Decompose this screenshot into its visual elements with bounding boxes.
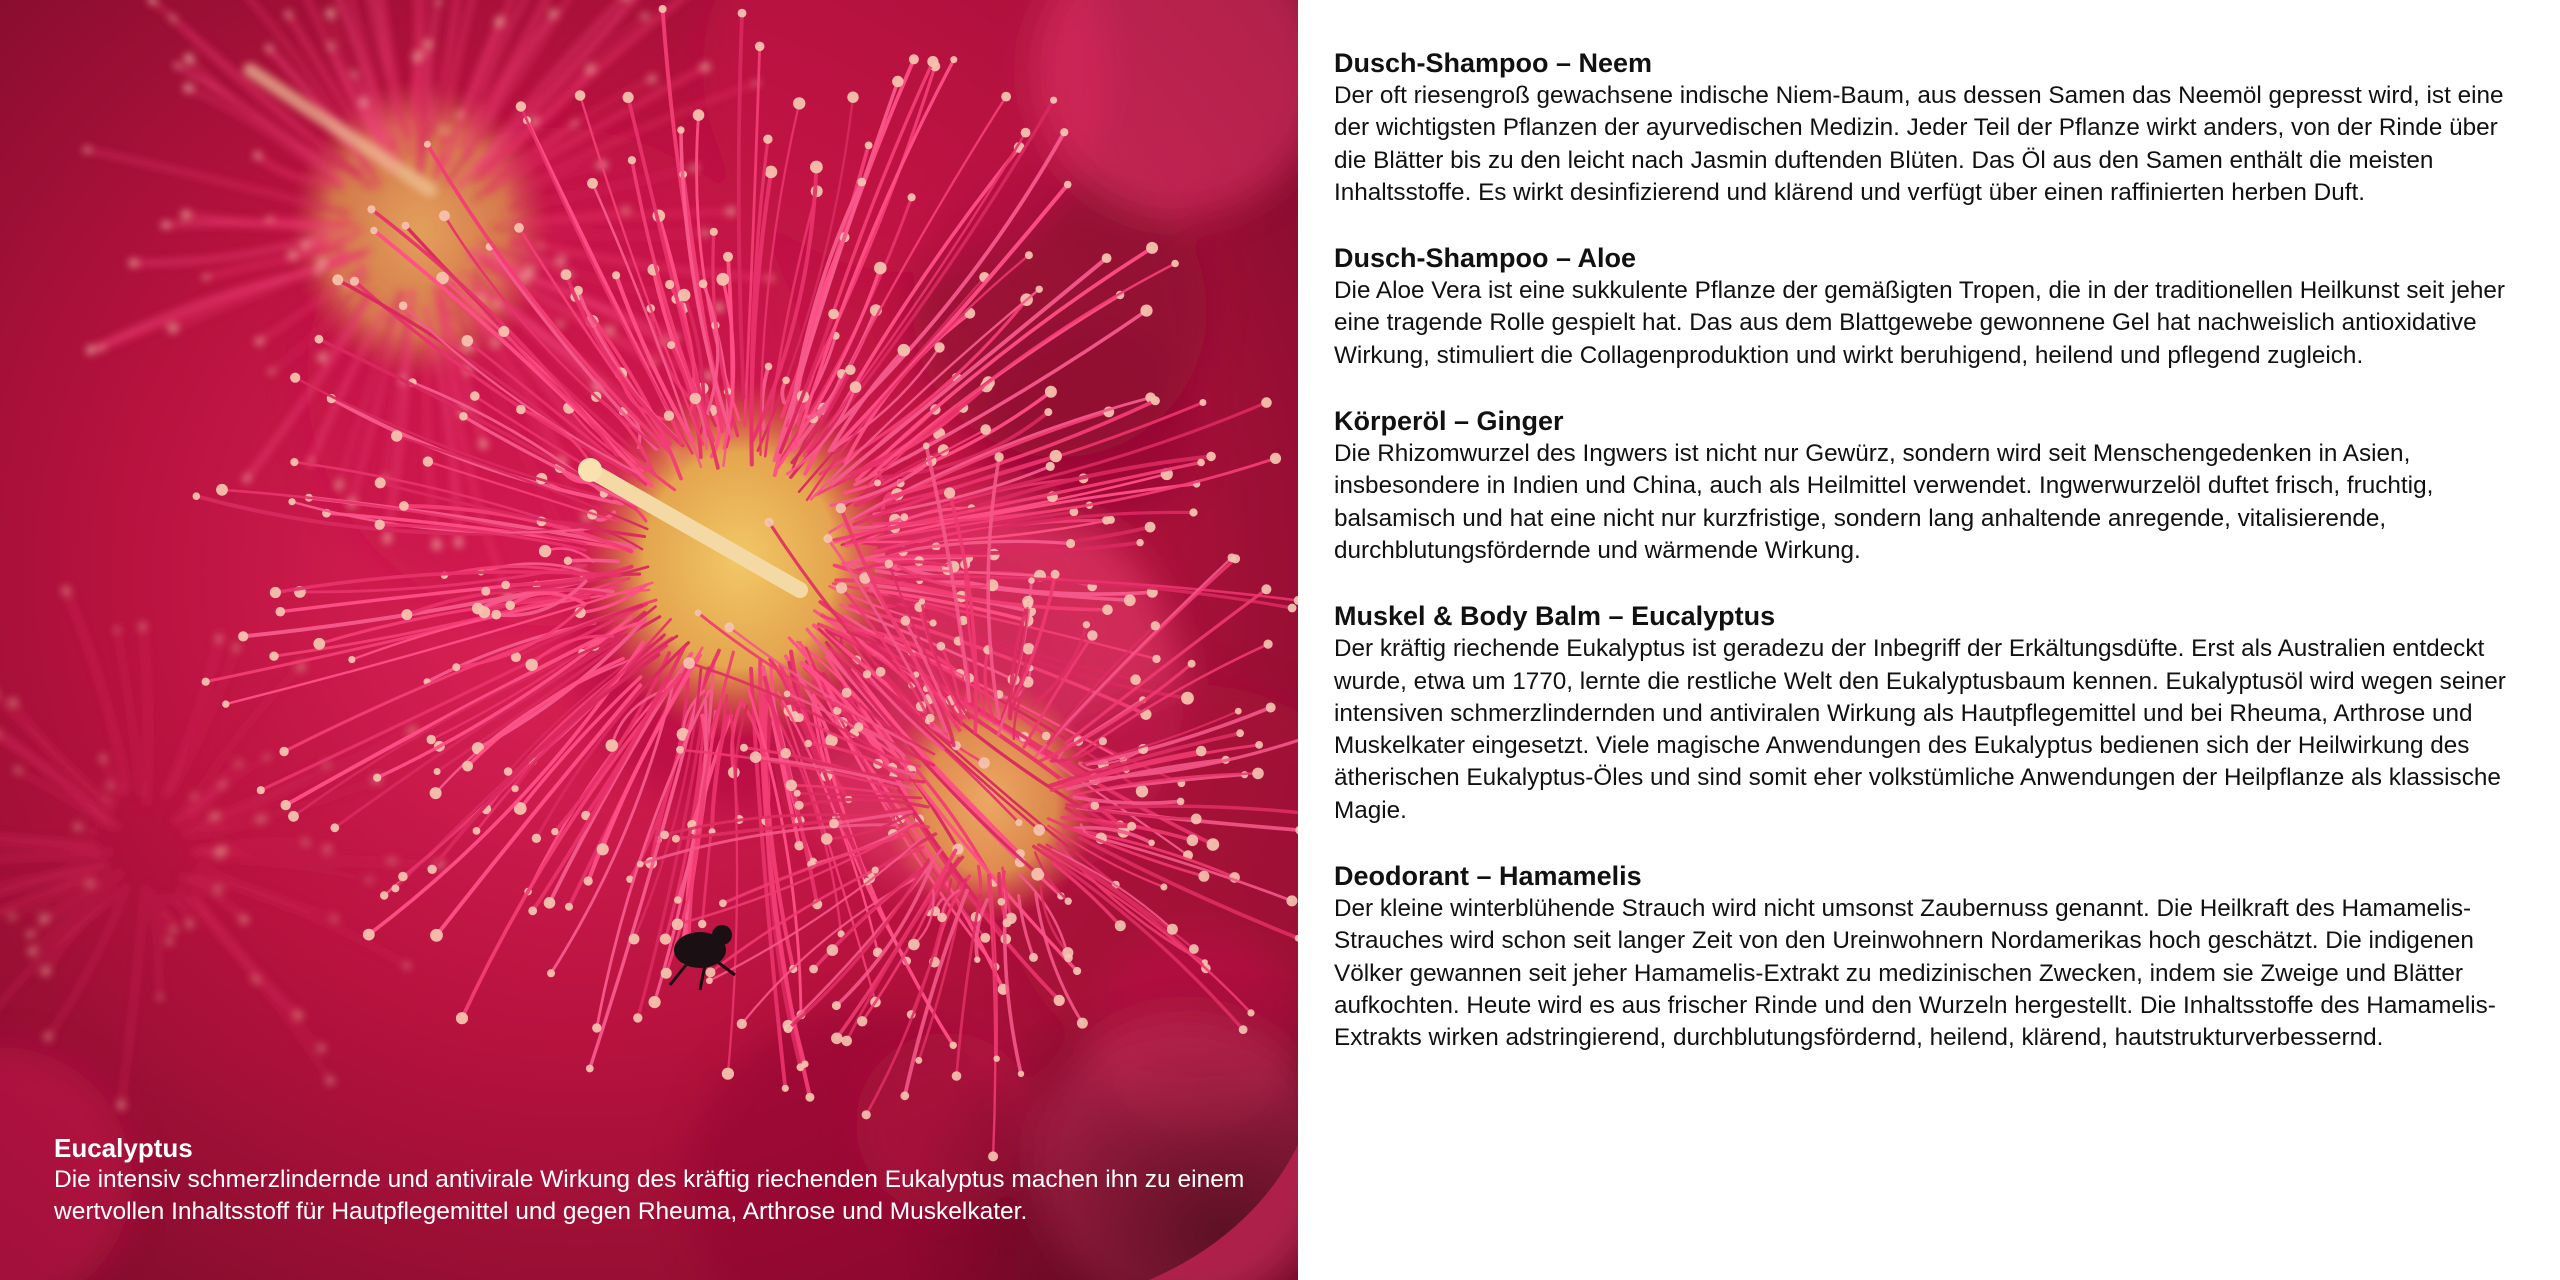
section-title: Deodorant – Hamamelis <box>1334 861 1642 892</box>
product-descriptions <box>1334 46 2514 1087</box>
section-title: Muskel & Body Balm – Eucalyptus <box>1334 601 1776 632</box>
section-body: Der kräftig riechende Eukalyptus ist geradezu der Inbegriff der Erkältungsdüfte. Erst als Australien entdeckt wurde, etwa um 1770, lernte die restliche Welt den Eukalyptusbaum kennen. Eukalyptusöl wird wegen seiner intensiven schmerzlindernden und antiviralen Wirkung als Hautpflegemittel und bei Rheuma, Arthrose und Muskelkater eingesetzt. Viele magische Anwendungen des Eukalyptus bedienen sich der Heilwirkung des ätherischen Eukalyptus-Öles und sind somit eher volkstümliche Anwendungen der Heilpflanze als klassische Magie. <box>1334 635 2506 824</box>
section-neem <box>1334 46 2514 209</box>
section-ginger <box>1334 404 2514 567</box>
caption-title: Eucalyptus <box>54 1133 193 1163</box>
caption-text: Die intensiv schmerzlindernde und antivirale Wirkung des kräftig riechenden Eukalyptus machen ihn zu einem wertvollen Inhaltsstoff für Hautpflegemittel und gegen Rheuma, Arthrose und Muskelkater. <box>54 1166 1245 1225</box>
section-title: Dusch-Shampoo – Aloe <box>1334 243 1637 274</box>
section-eucalyptus <box>1334 599 2514 827</box>
section-body: Der oft riesengroß gewachsene indische Niem-Baum, aus dessen Samen das Neemöl gepresst wird, ist eine der wichtigsten Pflanzen der ayurvedischen Medizin. Jeder Teil der Pflanze wirkt anders, von der Rinde über die Blätter bis zu den leicht nach Jasmin duftenden Blüten. Das Öl aus den Samen enthält die meisten Inhaltsstoffe. Es wirkt desinfizierend und klärend und verfügt über einen raffinierten herben Duft. <box>1334 82 2504 206</box>
section-aloe <box>1334 241 2514 372</box>
photo-caption <box>54 1132 1254 1228</box>
section-body: Die Rhizomwurzel des Ingwers ist nicht nur Gewürz, sondern wird seit Menschengedenken in Asien, insbesondere in Indien und China, auch als Heilmittel verwendet. Ingwerwurzelöl duftet frisch, fruchtig, balsamisch und hat eine nicht nur kurzfristige, sondern lang anhaltende anregende, vitalisierende, durchblutungsfördernde und wärmende Wirkung. <box>1334 440 2434 564</box>
section-body: Die Aloe Vera ist eine sukkulente Pflanze der gemäßigten Tropen, die in der traditionellen Heilkunst seit jeher eine tragende Rolle gespielt hat. Das aus dem Blattgewebe gewonnene Gel hat nachweislich antioxidative Wirkung, stimuliert die Collagenproduktion und wirkt beruhigend, heilend und pflegend zugleich. <box>1334 277 2505 369</box>
section-body: Der kleine winterblühende Strauch wird nicht umsonst Zaubernuss genannt. Die Heilkraft des Hamamelis-Strauches wird schon seit langer Zeit von den Ureinwohnern Nordamerikas hoch geschätzt. Die indigenen Völker gewannen seit jeher Hamamelis-Extrakt zu medizinischen Zwecken, indem sie Zweige und Blätter aufkochten. Heute wird es aus frischer Rinde und den Wurzeln hergestellt. Die Inhaltsstoffe des Hamamelis-Extrakts wirken adstringierend, durchblutungsfördernd, heilend, klärend, hautstrukturverbessernd. <box>1334 895 2496 1052</box>
section-hamamelis <box>1334 859 2514 1054</box>
section-title: Dusch-Shampoo – Neem <box>1334 48 1653 78</box>
section-title: Körperöl – Ginger <box>1334 406 1564 437</box>
